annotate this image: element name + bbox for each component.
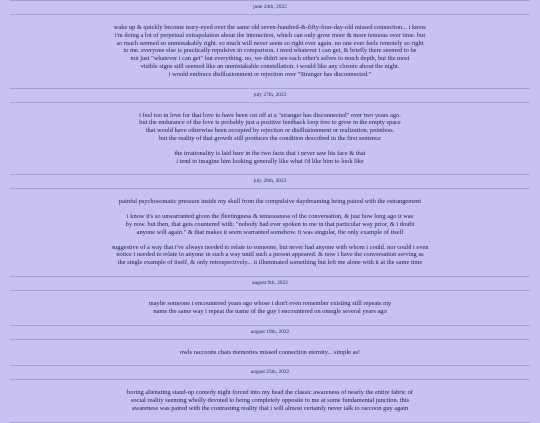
text-line: awareness was paired with the contrasting reality that i will almost certainly never talk to raccoon guy again <box>131 404 409 412</box>
text-line: boring alienating stand-up comedy night forced into my head the classic awareness of nearly the entire fabric of <box>127 389 413 397</box>
text-line: painful psychosomatic pressure inside my skull from the compulsive daydreaming being paired with the estrangement <box>118 198 422 206</box>
text-line: maybe someone i encountered years ago whose i don't even remember existing still repeats my <box>148 299 392 307</box>
entry-paragraph <box>40 24 500 79</box>
text-line: by now. but then, that gets countered with: "nobody had ever spoken to me in that particular way prior, & i doubt <box>125 220 415 228</box>
text-line: i tend to imagine him looking generally like what i'd like him to look like <box>176 157 364 165</box>
entry-paragraph <box>40 244 500 267</box>
text-line: suggestive of a way that i've always needed to relate to someone, but never had anyone with whom i could. nor could i even <box>111 243 429 251</box>
text-line: notice i needed to relate to anyone in such a way until such a person appeared. & now i have the conversation serving as <box>116 251 424 259</box>
text-line: wake up & quickly become teary-eyed over the same old seven-hundred-&-fifty-four-day-old missed connection... i know <box>113 24 427 31</box>
entry-date: june 24th, 2022 <box>253 4 287 10</box>
entry-date: august 9th, 2022 <box>252 279 288 286</box>
journal-entry <box>0 175 540 277</box>
entry-paragraph <box>40 389 500 412</box>
text-line: social reality seeming wholly devoted to being completely opposite to me at some fundamental junction. this <box>130 397 410 405</box>
entry-body <box>0 189 540 276</box>
text-line: to me. everyone else is practically repulsive in comparison. i need whatever i can get, & briefly there seemed to be <box>123 47 417 55</box>
entry-paragraph <box>40 150 500 166</box>
entry-paragraph <box>40 198 500 206</box>
entry-date: august 25th, 2022 <box>250 369 290 376</box>
text-line: not just "whatever i can get" but everything. no, we didn't see each other's selves to much depth, but the most <box>130 55 410 63</box>
text-line: i would embrace disillusionment or rejection over "Stranger has disconnected." <box>168 70 372 78</box>
entry-paragraph <box>40 213 500 236</box>
text-line: owls raccoons chats memories missed connection eternity... simple as! <box>179 348 361 356</box>
entry-date: july 28th, 2022 <box>253 178 287 185</box>
text-line: visible signs still seemed like an unmistakable constellation. i would like any closure about the night. <box>140 62 400 70</box>
text-line: i know it's so unwarranted given the fleetingness & tenuousness of the conversation, & just how long ago it was <box>126 213 414 221</box>
entry-body <box>0 380 540 421</box>
journal-entry <box>0 89 540 176</box>
text-line: i feel too in love for that love to have been cut off at a "stranger has disconnected" over two years ago. <box>139 111 401 119</box>
entry-body <box>0 291 540 325</box>
entry-body <box>0 103 540 175</box>
text-line: so much seemed so unmistakably right. so much will never seem so right ever again. no one ever feels remotely so right <box>116 39 424 47</box>
text-line: the irrationality is laid bare in the two facts that i never saw his face & that <box>174 149 366 157</box>
journal-entry <box>0 277 540 326</box>
text-line: name the same way i repeat the name of the guy i encountered on omegle several years ago <box>153 307 387 315</box>
text-line: that would have otherwise been occupied by rejection or disillusionment or realization. pointless. <box>145 127 395 135</box>
text-line: i'm doing a lot of perpetual extrapolation about the interaction, which can only grow more & more tenuous over time. but <box>114 31 426 39</box>
text-line: the single example of itself, & only retrospectively... it illuminated something but left me alone with it at the same time <box>117 259 423 267</box>
entry-paragraph <box>40 112 500 143</box>
entry-body <box>0 340 540 366</box>
entry-date: august 10th, 2022 <box>250 328 290 335</box>
journal-entry <box>0 326 540 367</box>
entry-date: july 27th, 2022 <box>253 91 287 98</box>
journal-entry <box>0 1 540 89</box>
entry-list <box>0 1 540 423</box>
text-line: but the endurance of the love is probably just a positive feedback loop free to grow in the empty space <box>139 119 401 127</box>
text-line: but the reality of that growth still produces the condition described in the first sentence <box>159 134 381 142</box>
entry-paragraph <box>40 300 500 316</box>
journal-entry <box>0 366 540 422</box>
text-line: anyone will again." & that makes it seem warranted somehow. it was singular, the only example of itself <box>136 228 404 236</box>
entry-body <box>0 15 540 88</box>
entry-paragraph <box>40 349 500 357</box>
